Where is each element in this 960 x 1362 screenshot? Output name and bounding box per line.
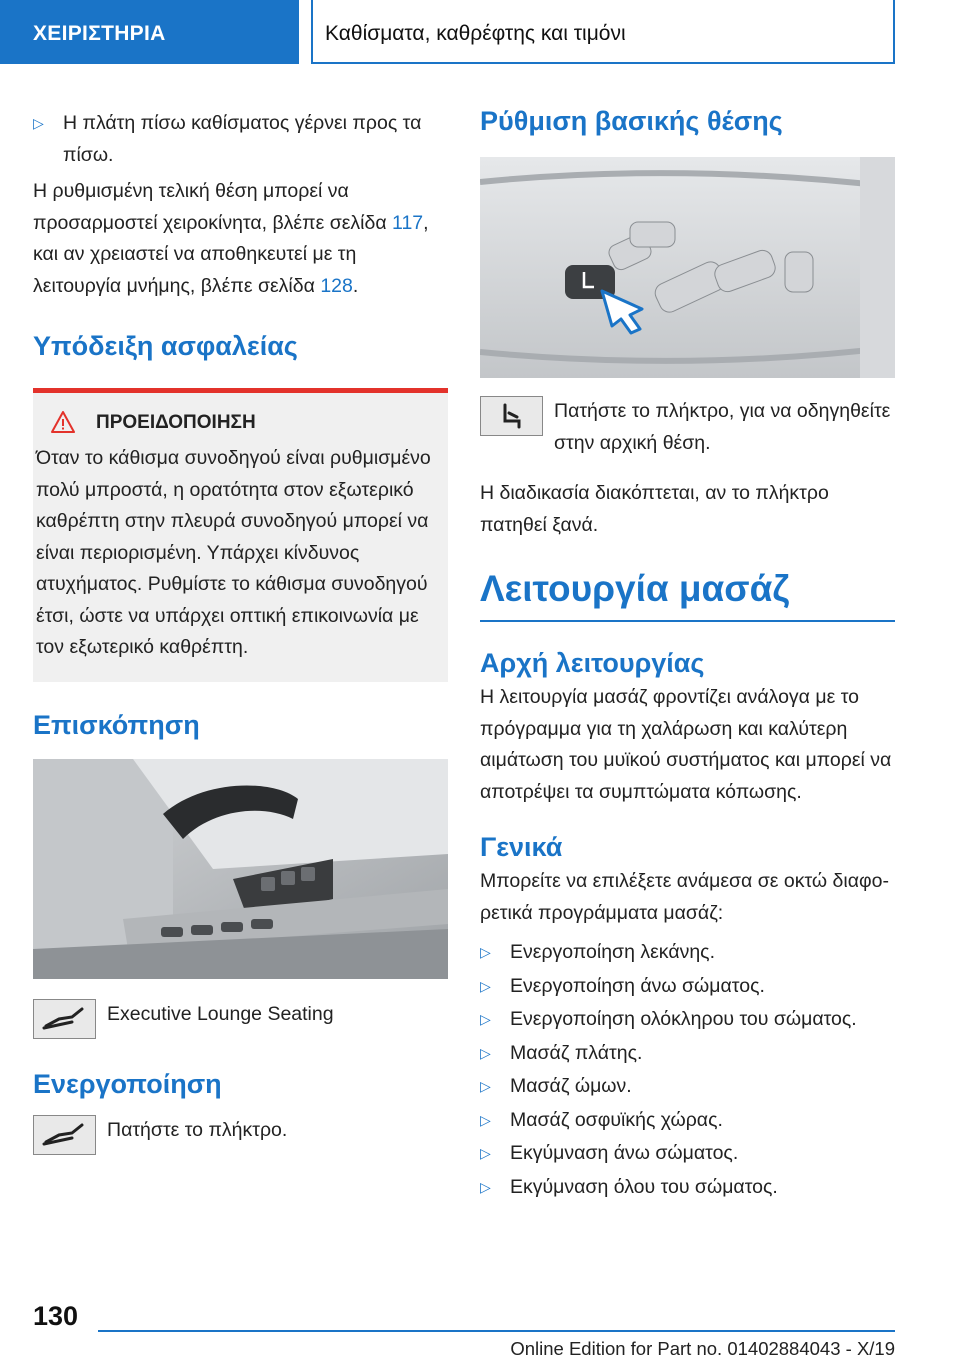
- bullet-triangle-icon: ▷: [480, 1044, 491, 1061]
- paragraph: Η λειτουργία μασάζ φροντίζει ανάλογα με το πρόγραμμα για τη χαλάρωση και καλύτερη αιμάτωση του μυϊκού συστήματος και μπορεί να αποτρέψει τα συμπτώματα κόπωσης.: [480, 686, 892, 803]
- list-item: ▷ Εκγύμναση άνω σώματος.: [480, 1138, 895, 1170]
- bullet-triangle-icon: ▷: [480, 944, 491, 960]
- heading-divider: [480, 620, 895, 622]
- seat-controls-photo: [480, 157, 895, 378]
- list-item: ▷ Μασάζ οσφυϊκής χώρας.: [480, 1105, 895, 1137]
- right-column: [480, 96, 895, 1203]
- safety-heading: Υπόδειξη ασφαλείας: [33, 331, 298, 361]
- activation-text: Πατήστε το πλήκτρο.: [107, 1118, 288, 1141]
- overview-heading: Επισκόπηση: [33, 709, 200, 740]
- warning-title: ΠΡΟΕΙΔΟΠΟΙΗΣΗ: [96, 412, 256, 433]
- massage-heading: Λειτουργία μασάζ: [480, 568, 790, 609]
- paragraph: Η διαδικασία διακόπτεται, αν το πλήκτρο πατηθεί ξανά.: [480, 482, 829, 536]
- page-number: 130: [33, 1301, 79, 1331]
- massage-program-list: [480, 937, 895, 1203]
- basic-position-heading: Ρύθμιση βασικής θέσης: [480, 106, 783, 136]
- activation-heading: Ενεργοποίηση: [33, 1068, 222, 1099]
- bullet-triangle-icon: ▷: [480, 1011, 491, 1027]
- principle-heading: Αρχή λειτουργίας: [480, 648, 705, 678]
- bullet-triangle-icon: ▷: [480, 1111, 491, 1128]
- bullet-triangle-icon: ▷: [480, 1078, 491, 1094]
- page-link[interactable]: 117: [392, 211, 424, 234]
- paragraph: Η ρυθμισμένη τελική θέση μπορεί να προσαρμοστεί χειροκίνητα, βλέπε σελίδα 117, και αν χρειαστεί να αποθηκευτεί με τη λειτουργία μνήμης, βλέπε σελίδα 128.: [33, 180, 429, 297]
- section-title: ΧΕΙΡΙΣΤΗΡΙΑ: [33, 22, 166, 45]
- chapter-tab: [311, 0, 895, 64]
- bullet-triangle-icon: ▷: [480, 1145, 491, 1161]
- list-item: ▷ Ενεργοποίηση ολόκληρου του σώματος.: [480, 1004, 895, 1036]
- bullet-triangle-icon: ▷: [480, 1178, 491, 1195]
- page-link[interactable]: 128: [320, 274, 353, 297]
- activation-row: [33, 1115, 448, 1155]
- list-item: ▷ Μασάζ ώμων.: [480, 1071, 895, 1103]
- list-item: ▷ Ενεργοποίηση άνω σώματος.: [480, 971, 895, 1003]
- bullet-triangle-icon: ▷: [33, 115, 44, 131]
- seat-basic-position-icon: [480, 396, 543, 436]
- paragraph: Μπορείτε να επιλέξετε ανάμεσα σε οκτώ διαφορετικά προγράμματα μασάζ:: [480, 870, 890, 924]
- section-tab: [0, 0, 299, 64]
- door-panel-photo: [33, 759, 448, 979]
- list-item: ▷ Εκγύμναση όλου του σώματος.: [480, 1172, 895, 1204]
- warning-box: [33, 388, 448, 682]
- chapter-title: Καθίσματα, καθρέφτης και τιμόνι: [325, 22, 626, 45]
- executive-lounge-button-icon: [33, 1115, 96, 1155]
- warning-triangle-icon: [51, 410, 75, 434]
- executive-lounge-seat-icon: [33, 999, 96, 1039]
- warning-text: Όταν το κάθισμα συνοδηγού είναι ρυθμισμένο πολύ μπροστά, η ορατότητα στον εξωτερικό καθρέπτη στην πλευρά συνοδηγού μπορεί να είναι περιορισμένη. Υπάρχει κίνδυνος ατυχήματος. Ρυθμίστε το κάθισμα συνοδηγού έτσι, ώστε να υπάρχει οπτική επικοινωνία με τον εξωτερικό καθρέπτη.: [36, 447, 431, 658]
- left-column: [33, 96, 448, 1155]
- footer-divider: [98, 1330, 895, 1332]
- executive-lounge-row: [33, 999, 448, 1039]
- basic-position-text: Πατήστε το πλήκτρο, για να οδηγηθείτε στην αρχική θέση.: [554, 400, 891, 454]
- list-item: ▷ Μασάζ πλάτης.: [480, 1038, 895, 1070]
- edition-info: Online Edition for Part no. 01402884043 - X/19: [510, 1338, 895, 1359]
- list-item: ▷ Η πλάτη πίσω καθίσματος γέρνει προς τα πίσω.: [33, 108, 448, 171]
- basic-position-row: [480, 396, 895, 459]
- list-item: ▷ Ενεργοποίηση λεκάνης.: [480, 937, 895, 969]
- icon-caption: Executive Lounge Seating: [107, 1002, 334, 1025]
- warning-title-row: [36, 411, 436, 435]
- bullet-triangle-icon: ▷: [480, 977, 491, 994]
- general-heading: Γενικά: [480, 832, 563, 862]
